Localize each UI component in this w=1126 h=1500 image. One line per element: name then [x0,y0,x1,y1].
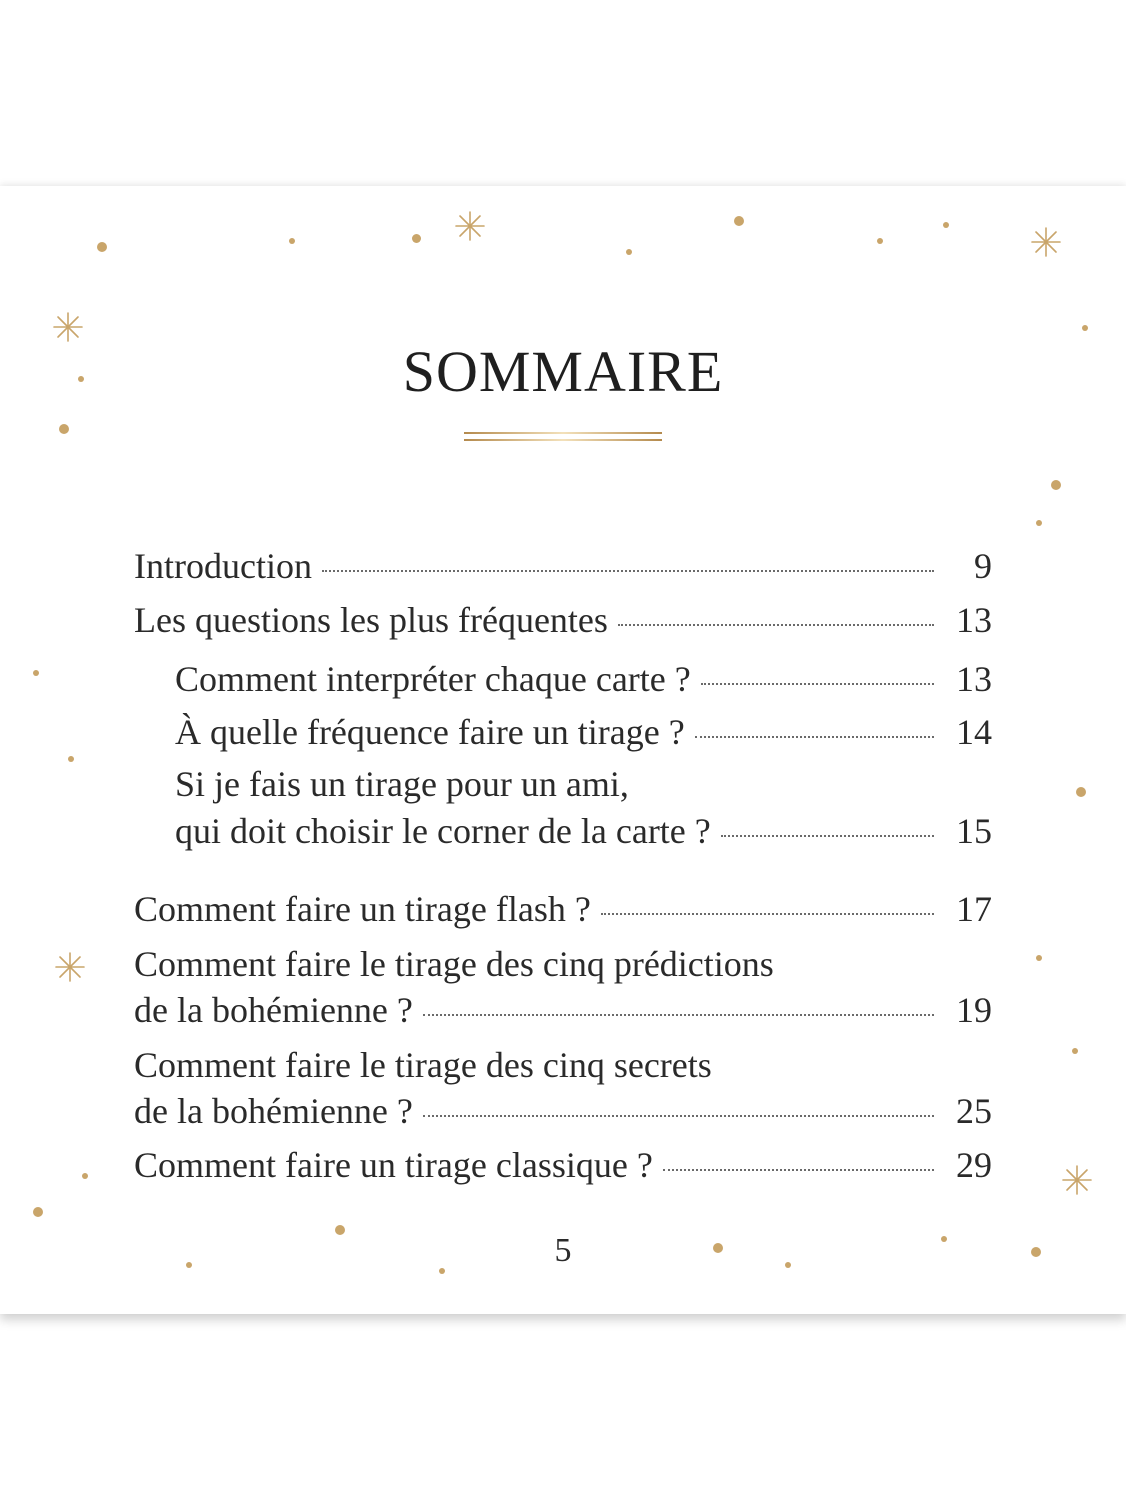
toc-entry-page: 15 [956,811,992,851]
toc-entry-page: 13 [956,659,992,699]
toc-entry-label: de la bohémienne ? [134,1091,413,1131]
toc-entry-label: Comment faire un tirage classique ? [134,1145,653,1185]
toc-entry-label-line1: Comment faire le tirage des cinq prédictions [134,944,774,984]
toc-subentry[interactable] [175,710,992,754]
toc-entry[interactable] [134,1143,992,1187]
toc-entry-label: Introduction [134,546,312,586]
toc-entry-page: 29 [956,1145,992,1185]
toc-entry-page: 25 [956,1091,992,1131]
toc-entry-page: 14 [956,712,992,752]
toc-entry[interactable] [134,544,992,588]
dot-leader [423,1114,934,1117]
toc-entry-page: 9 [974,546,992,586]
page-title: SOMMAIRE [402,339,724,404]
book-page [0,186,1126,1314]
toc-entry-page: 17 [956,889,992,929]
dot-leader [695,735,934,738]
dot-leader [701,682,934,685]
toc-entry-label-line1: Comment faire le tirage des cinq secrets [134,1045,712,1085]
toc-entry-label-line1: Si je fais un tirage pour un ami, [175,764,629,804]
toc-entry-label: À quelle fréquence faire un tirage ? [175,712,685,752]
toc-entry-page: 13 [956,600,992,640]
toc-entry[interactable] [134,1089,992,1133]
toc-entry-label: de la bohémienne ? [134,990,413,1030]
toc-subentry[interactable] [175,809,992,853]
toc-entry-label: Comment interpréter chaque carte ? [175,659,691,699]
dot-leader [601,912,934,915]
dot-leader [663,1168,934,1171]
toc-entry-page: 19 [956,990,992,1030]
toc-entry[interactable] [134,598,992,642]
dot-leader [618,623,934,626]
toc-entry-label: Comment faire un tirage flash ? [134,889,591,929]
toc-entry-label: Les questions les plus fréquentes [134,600,608,640]
toc-subentry[interactable] [175,657,992,701]
toc-entry[interactable] [134,988,992,1032]
page-number: 5 [554,1232,572,1269]
dot-leader [423,1013,934,1016]
toc-entry-label: qui doit choisir le corner de la carte ? [175,811,711,851]
dot-leader [322,569,934,572]
toc-entry[interactable] [134,887,992,931]
table-of-contents [0,186,1126,1314]
dot-leader [721,834,934,837]
